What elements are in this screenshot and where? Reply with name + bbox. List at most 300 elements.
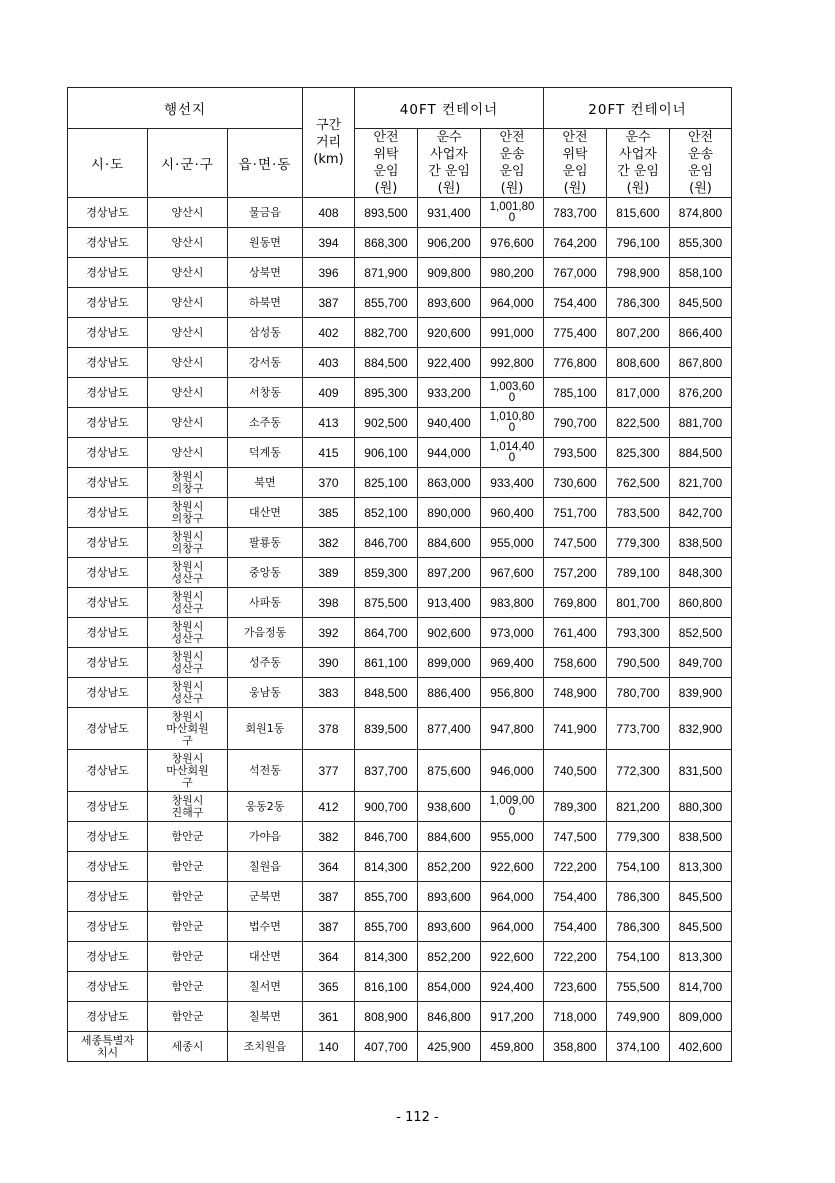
- sigungu-cell: 함안군: [148, 852, 228, 882]
- table-row: [68, 792, 732, 822]
- rate-20ft-safe-entrust-cell: 741,900: [544, 708, 607, 750]
- rate-40ft-between-carrier-cell: 884,600: [418, 528, 481, 558]
- sigungu-cell: 창원시 성산구: [148, 618, 228, 648]
- rate-40ft-between-carrier-cell: 425,900: [418, 1032, 481, 1062]
- sigungu-cell: 창원시 성산구: [148, 648, 228, 678]
- rate-40ft-between-carrier-cell: 897,200: [418, 558, 481, 588]
- rate-40ft-safe-transport-cell: 976,600: [481, 228, 544, 258]
- sigungu-cell: 양산시: [148, 228, 228, 258]
- distance-cell: 364: [303, 942, 355, 972]
- sigungu-cell: 함안군: [148, 942, 228, 972]
- rate-40ft-safe-transport-cell: 1,009,00 0: [481, 792, 544, 822]
- rate-40ft-between-carrier-cell: 893,600: [418, 288, 481, 318]
- sigungu-cell: 함안군: [148, 882, 228, 912]
- distance-cell: 390: [303, 648, 355, 678]
- sido-cell: 경상남도: [68, 678, 148, 708]
- sigungu-cell: 함안군: [148, 972, 228, 1002]
- rate-40ft-between-carrier-cell: 913,400: [418, 588, 481, 618]
- eupmyeondong-cell: 대산면: [228, 498, 303, 528]
- rate-20ft-safe-entrust-cell: 747,500: [544, 822, 607, 852]
- sido-cell: 경상남도: [68, 750, 148, 792]
- rate-40ft-safe-entrust-cell: 825,100: [355, 468, 418, 498]
- rate-20ft-safe-transport-cell: 860,800: [670, 588, 732, 618]
- rate-20ft-safe-transport-cell: 813,300: [670, 942, 732, 972]
- rate-40ft-safe-entrust-cell: 846,700: [355, 528, 418, 558]
- sido-cell: 경상남도: [68, 852, 148, 882]
- table-row: [68, 348, 732, 378]
- rate-20ft-safe-entrust-cell: 769,800: [544, 588, 607, 618]
- sigungu-cell: 양산시: [148, 288, 228, 318]
- rate-40ft-safe-entrust-cell: 837,700: [355, 750, 418, 792]
- rate-40ft-safe-entrust-cell: 407,700: [355, 1032, 418, 1062]
- distance-cell: 392: [303, 618, 355, 648]
- rate-40ft-safe-transport-cell: 973,000: [481, 618, 544, 648]
- sido-cell: 경상남도: [68, 228, 148, 258]
- rate-20ft-safe-transport-cell: 867,800: [670, 348, 732, 378]
- rate-40ft-safe-transport-cell: 946,000: [481, 750, 544, 792]
- table-row: [68, 708, 732, 750]
- rate-40ft-between-carrier-cell: 931,400: [418, 198, 481, 228]
- header-40ft-between-carrier-rate: 운수 사업자 간 운임 (원): [418, 129, 481, 198]
- table-body: [68, 198, 732, 1062]
- rate-20ft-between-carrier-cell: 754,100: [607, 852, 670, 882]
- distance-cell: 412: [303, 792, 355, 822]
- table-row: [68, 942, 732, 972]
- sido-cell: 경상남도: [68, 588, 148, 618]
- rate-40ft-safe-entrust-cell: 852,100: [355, 498, 418, 528]
- table-row: [68, 750, 732, 792]
- distance-cell: 403: [303, 348, 355, 378]
- sido-cell: 경상남도: [68, 378, 148, 408]
- rate-20ft-safe-transport-cell: 845,500: [670, 882, 732, 912]
- table-row: [68, 228, 732, 258]
- rate-40ft-safe-transport-cell: 969,400: [481, 648, 544, 678]
- distance-cell: 382: [303, 822, 355, 852]
- table-row: [68, 378, 732, 408]
- header-destination: 행선지: [68, 88, 303, 129]
- rate-20ft-safe-entrust-cell: 761,400: [544, 618, 607, 648]
- rate-20ft-between-carrier-cell: 821,200: [607, 792, 670, 822]
- rate-20ft-safe-transport-cell: 832,900: [670, 708, 732, 750]
- distance-cell: 385: [303, 498, 355, 528]
- distance-cell: 382: [303, 528, 355, 558]
- rate-20ft-safe-entrust-cell: 775,400: [544, 318, 607, 348]
- rate-40ft-between-carrier-cell: 922,400: [418, 348, 481, 378]
- rate-20ft-between-carrier-cell: 789,100: [607, 558, 670, 588]
- sigungu-cell: 양산시: [148, 318, 228, 348]
- rate-40ft-between-carrier-cell: 854,000: [418, 972, 481, 1002]
- sigungu-cell: 양산시: [148, 348, 228, 378]
- rate-20ft-between-carrier-cell: 786,300: [607, 288, 670, 318]
- rate-40ft-safe-transport-cell: 956,800: [481, 678, 544, 708]
- rate-20ft-safe-entrust-cell: 776,800: [544, 348, 607, 378]
- sigungu-cell: 창원시 성산구: [148, 588, 228, 618]
- table-row: [68, 648, 732, 678]
- rate-40ft-safe-entrust-cell: 814,300: [355, 942, 418, 972]
- rate-40ft-safe-transport-cell: 991,000: [481, 318, 544, 348]
- rate-20ft-between-carrier-cell: 796,100: [607, 228, 670, 258]
- table-row: [68, 882, 732, 912]
- rate-40ft-safe-transport-cell: 922,600: [481, 852, 544, 882]
- rate-20ft-safe-entrust-cell: 783,700: [544, 198, 607, 228]
- table-row: [68, 618, 732, 648]
- rate-20ft-safe-transport-cell: 839,900: [670, 678, 732, 708]
- rate-20ft-safe-entrust-cell: 754,400: [544, 882, 607, 912]
- rate-20ft-safe-transport-cell: 876,200: [670, 378, 732, 408]
- sido-cell: 경상남도: [68, 258, 148, 288]
- distance-cell: 387: [303, 912, 355, 942]
- rate-40ft-between-carrier-cell: 863,000: [418, 468, 481, 498]
- sigungu-cell: 창원시 마산회원 구: [148, 708, 228, 750]
- rate-40ft-safe-entrust-cell: 893,500: [355, 198, 418, 228]
- eupmyeondong-cell: 칠북면: [228, 1002, 303, 1032]
- rate-20ft-safe-transport-cell: 852,500: [670, 618, 732, 648]
- rate-40ft-between-carrier-cell: 944,000: [418, 438, 481, 468]
- sido-cell: 경상남도: [68, 618, 148, 648]
- rate-40ft-safe-transport-cell: 917,200: [481, 1002, 544, 1032]
- rate-20ft-safe-transport-cell: 842,700: [670, 498, 732, 528]
- sigungu-cell: 창원시 의창구: [148, 498, 228, 528]
- header-20ft-safe-transport-rate: 안전 운송 운임 (원): [670, 129, 732, 198]
- rate-20ft-between-carrier-cell: 773,700: [607, 708, 670, 750]
- rate-40ft-safe-entrust-cell: 839,500: [355, 708, 418, 750]
- rate-40ft-safe-entrust-cell: 875,500: [355, 588, 418, 618]
- header-distance: 구간 거리 (km): [303, 88, 355, 198]
- table-row: [68, 468, 732, 498]
- rate-20ft-safe-entrust-cell: 751,700: [544, 498, 607, 528]
- rate-40ft-between-carrier-cell: 852,200: [418, 942, 481, 972]
- sigungu-cell: 함안군: [148, 912, 228, 942]
- sigungu-cell: 함안군: [148, 822, 228, 852]
- eupmyeondong-cell: 소주동: [228, 408, 303, 438]
- page-number: - 112 -: [396, 1110, 439, 1125]
- rate-40ft-between-carrier-cell: 893,600: [418, 912, 481, 942]
- eupmyeondong-cell: 회원1동: [228, 708, 303, 750]
- distance-cell: 387: [303, 882, 355, 912]
- sido-cell: 경상남도: [68, 438, 148, 468]
- distance-cell: 409: [303, 378, 355, 408]
- rate-20ft-safe-transport-cell: 402,600: [670, 1032, 732, 1062]
- rate-20ft-safe-transport-cell: 838,500: [670, 528, 732, 558]
- table-row: [68, 498, 732, 528]
- eupmyeondong-cell: 사파동: [228, 588, 303, 618]
- rate-20ft-between-carrier-cell: 790,500: [607, 648, 670, 678]
- rate-20ft-between-carrier-cell: 780,700: [607, 678, 670, 708]
- header-20ft-between-carrier-rate: 운수 사업자 간 운임 (원): [607, 129, 670, 198]
- rate-40ft-safe-entrust-cell: 864,700: [355, 618, 418, 648]
- rate-40ft-safe-transport-cell: 960,400: [481, 498, 544, 528]
- sigungu-cell: 창원시 성산구: [148, 558, 228, 588]
- eupmyeondong-cell: 북면: [228, 468, 303, 498]
- sido-cell: 경상남도: [68, 408, 148, 438]
- rate-40ft-safe-entrust-cell: 900,700: [355, 792, 418, 822]
- eupmyeondong-cell: 가야읍: [228, 822, 303, 852]
- header-sido: 시·도: [68, 129, 148, 198]
- distance-cell: 415: [303, 438, 355, 468]
- rate-40ft-between-carrier-cell: 877,400: [418, 708, 481, 750]
- eupmyeondong-cell: 조치원읍: [228, 1032, 303, 1062]
- eupmyeondong-cell: 중앙동: [228, 558, 303, 588]
- eupmyeondong-cell: 성주동: [228, 648, 303, 678]
- sigungu-cell: 창원시 의창구: [148, 528, 228, 558]
- rate-40ft-safe-transport-cell: 992,800: [481, 348, 544, 378]
- sigungu-cell: 창원시 진해구: [148, 792, 228, 822]
- sido-cell: 경상남도: [68, 912, 148, 942]
- rate-40ft-safe-transport-cell: 933,400: [481, 468, 544, 498]
- header-40ft-container: 40FT 컨테이너: [355, 88, 544, 129]
- sido-cell: 경상남도: [68, 498, 148, 528]
- rate-40ft-between-carrier-cell: 890,000: [418, 498, 481, 528]
- eupmyeondong-cell: 군북면: [228, 882, 303, 912]
- rate-20ft-safe-transport-cell: 874,800: [670, 198, 732, 228]
- rate-20ft-between-carrier-cell: 749,900: [607, 1002, 670, 1032]
- rate-20ft-safe-transport-cell: 880,300: [670, 792, 732, 822]
- distance-cell: 398: [303, 588, 355, 618]
- rate-40ft-between-carrier-cell: 906,200: [418, 228, 481, 258]
- rate-40ft-between-carrier-cell: 875,600: [418, 750, 481, 792]
- rate-20ft-between-carrier-cell: 817,000: [607, 378, 670, 408]
- table-row: [68, 198, 732, 228]
- rate-20ft-between-carrier-cell: 822,500: [607, 408, 670, 438]
- rate-40ft-safe-transport-cell: 922,600: [481, 942, 544, 972]
- rate-40ft-between-carrier-cell: 846,800: [418, 1002, 481, 1032]
- rate-20ft-between-carrier-cell: 786,300: [607, 912, 670, 942]
- sigungu-cell: 창원시 의창구: [148, 468, 228, 498]
- table-row: [68, 588, 732, 618]
- sigungu-cell: 세종시: [148, 1032, 228, 1062]
- table-row: [68, 912, 732, 942]
- sido-cell: 경상남도: [68, 972, 148, 1002]
- rate-20ft-safe-entrust-cell: 754,400: [544, 912, 607, 942]
- rate-20ft-safe-entrust-cell: 748,900: [544, 678, 607, 708]
- rate-20ft-safe-transport-cell: 831,500: [670, 750, 732, 792]
- rate-20ft-safe-entrust-cell: 754,400: [544, 288, 607, 318]
- rate-40ft-safe-entrust-cell: 808,900: [355, 1002, 418, 1032]
- rate-40ft-safe-transport-cell: 1,001,80 0: [481, 198, 544, 228]
- sigungu-cell: 창원시 마산회원 구: [148, 750, 228, 792]
- table-row: [68, 678, 732, 708]
- rate-20ft-safe-entrust-cell: 718,000: [544, 1002, 607, 1032]
- rate-20ft-safe-transport-cell: 866,400: [670, 318, 732, 348]
- rate-20ft-safe-entrust-cell: 790,700: [544, 408, 607, 438]
- rate-20ft-safe-entrust-cell: 358,800: [544, 1032, 607, 1062]
- rate-40ft-between-carrier-cell: 938,600: [418, 792, 481, 822]
- eupmyeondong-cell: 삼성동: [228, 318, 303, 348]
- header-eupmyeondong: 읍·면·동: [228, 129, 303, 198]
- rate-20ft-between-carrier-cell: 801,700: [607, 588, 670, 618]
- rate-40ft-safe-entrust-cell: 884,500: [355, 348, 418, 378]
- sido-cell: 경상남도: [68, 558, 148, 588]
- rate-20ft-safe-entrust-cell: 789,300: [544, 792, 607, 822]
- distance-cell: 387: [303, 288, 355, 318]
- rate-40ft-between-carrier-cell: 893,600: [418, 882, 481, 912]
- rate-40ft-safe-entrust-cell: 855,700: [355, 882, 418, 912]
- header-20ft-container: 20FT 컨테이너: [544, 88, 732, 129]
- rate-40ft-safe-transport-cell: 459,800: [481, 1032, 544, 1062]
- table-row: [68, 528, 732, 558]
- rate-40ft-safe-entrust-cell: 859,300: [355, 558, 418, 588]
- rate-20ft-between-carrier-cell: 779,300: [607, 528, 670, 558]
- rate-40ft-safe-entrust-cell: 895,300: [355, 378, 418, 408]
- rate-40ft-between-carrier-cell: 920,600: [418, 318, 481, 348]
- rate-40ft-between-carrier-cell: 902,600: [418, 618, 481, 648]
- sido-cell: 세종특별자 치시: [68, 1032, 148, 1062]
- rate-20ft-safe-transport-cell: 849,700: [670, 648, 732, 678]
- rate-20ft-safe-entrust-cell: 793,500: [544, 438, 607, 468]
- rate-40ft-safe-entrust-cell: 848,500: [355, 678, 418, 708]
- sido-cell: 경상남도: [68, 348, 148, 378]
- header-20ft-safe-entrust-rate: 안전 위탁 운임 (원): [544, 129, 607, 198]
- sido-cell: 경상남도: [68, 648, 148, 678]
- distance-cell: 394: [303, 228, 355, 258]
- rate-20ft-safe-entrust-cell: 758,600: [544, 648, 607, 678]
- distance-cell: 389: [303, 558, 355, 588]
- rate-40ft-safe-transport-cell: 980,200: [481, 258, 544, 288]
- rate-40ft-safe-transport-cell: 1,014,40 0: [481, 438, 544, 468]
- rate-40ft-safe-transport-cell: 947,800: [481, 708, 544, 750]
- rate-20ft-safe-transport-cell: 809,000: [670, 1002, 732, 1032]
- rate-20ft-between-carrier-cell: 783,500: [607, 498, 670, 528]
- rate-20ft-between-carrier-cell: 374,100: [607, 1032, 670, 1062]
- table-row: [68, 852, 732, 882]
- distance-cell: 396: [303, 258, 355, 288]
- header-40ft-safe-entrust-rate: 안전 위탁 운임 (원): [355, 129, 418, 198]
- rate-40ft-between-carrier-cell: 884,600: [418, 822, 481, 852]
- rate-20ft-safe-entrust-cell: 757,200: [544, 558, 607, 588]
- rate-40ft-safe-entrust-cell: 855,700: [355, 912, 418, 942]
- table-row: [68, 318, 732, 348]
- rate-20ft-between-carrier-cell: 815,600: [607, 198, 670, 228]
- eupmyeondong-cell: 웅동2동: [228, 792, 303, 822]
- rate-20ft-safe-entrust-cell: 740,500: [544, 750, 607, 792]
- eupmyeondong-cell: 하북면: [228, 288, 303, 318]
- distance-cell: 383: [303, 678, 355, 708]
- rate-40ft-safe-transport-cell: 983,800: [481, 588, 544, 618]
- eupmyeondong-cell: 석전동: [228, 750, 303, 792]
- rate-40ft-safe-entrust-cell: 816,100: [355, 972, 418, 1002]
- rate-40ft-safe-transport-cell: 967,600: [481, 558, 544, 588]
- distance-cell: 364: [303, 852, 355, 882]
- sido-cell: 경상남도: [68, 288, 148, 318]
- eupmyeondong-cell: 법수면: [228, 912, 303, 942]
- rate-40ft-between-carrier-cell: 886,400: [418, 678, 481, 708]
- rate-40ft-safe-entrust-cell: 868,300: [355, 228, 418, 258]
- rate-40ft-safe-transport-cell: 955,000: [481, 822, 544, 852]
- rate-40ft-between-carrier-cell: 909,800: [418, 258, 481, 288]
- table-row: [68, 1032, 732, 1062]
- table-row: [68, 558, 732, 588]
- distance-cell: 413: [303, 408, 355, 438]
- sigungu-cell: 양산시: [148, 198, 228, 228]
- table-row: [68, 822, 732, 852]
- distance-cell: 408: [303, 198, 355, 228]
- table-row: [68, 408, 732, 438]
- rate-20ft-safe-transport-cell: 814,700: [670, 972, 732, 1002]
- table-row: [68, 288, 732, 318]
- rate-40ft-safe-entrust-cell: 846,700: [355, 822, 418, 852]
- rate-40ft-safe-entrust-cell: 902,500: [355, 408, 418, 438]
- eupmyeondong-cell: 팔룡동: [228, 528, 303, 558]
- freight-rate-table: [67, 87, 732, 1062]
- rate-40ft-between-carrier-cell: 852,200: [418, 852, 481, 882]
- rate-20ft-safe-entrust-cell: 722,200: [544, 852, 607, 882]
- eupmyeondong-cell: 서창동: [228, 378, 303, 408]
- rate-40ft-safe-transport-cell: 964,000: [481, 912, 544, 942]
- sido-cell: 경상남도: [68, 708, 148, 750]
- rate-20ft-safe-transport-cell: 813,300: [670, 852, 732, 882]
- sigungu-cell: 함안군: [148, 1002, 228, 1032]
- rate-20ft-between-carrier-cell: 798,900: [607, 258, 670, 288]
- rate-40ft-safe-entrust-cell: 871,900: [355, 258, 418, 288]
- rate-20ft-between-carrier-cell: 755,500: [607, 972, 670, 1002]
- distance-cell: 140: [303, 1032, 355, 1062]
- rate-40ft-between-carrier-cell: 899,000: [418, 648, 481, 678]
- eupmyeondong-cell: 덕계동: [228, 438, 303, 468]
- sigungu-cell: 양산시: [148, 378, 228, 408]
- rate-20ft-safe-entrust-cell: 723,600: [544, 972, 607, 1002]
- distance-cell: 402: [303, 318, 355, 348]
- rate-20ft-between-carrier-cell: 807,200: [607, 318, 670, 348]
- eupmyeondong-cell: 원동면: [228, 228, 303, 258]
- rate-20ft-safe-transport-cell: 821,700: [670, 468, 732, 498]
- rate-20ft-safe-entrust-cell: 785,100: [544, 378, 607, 408]
- sido-cell: 경상남도: [68, 528, 148, 558]
- rate-40ft-safe-transport-cell: 1,003,60 0: [481, 378, 544, 408]
- header-sigungu: 시·군·구: [148, 129, 228, 198]
- table-row: [68, 972, 732, 1002]
- eupmyeondong-cell: 웅남동: [228, 678, 303, 708]
- rate-20ft-between-carrier-cell: 762,500: [607, 468, 670, 498]
- rate-40ft-safe-entrust-cell: 855,700: [355, 288, 418, 318]
- distance-cell: 361: [303, 1002, 355, 1032]
- rate-20ft-between-carrier-cell: 772,300: [607, 750, 670, 792]
- rate-40ft-safe-transport-cell: 964,000: [481, 882, 544, 912]
- table-row: [68, 438, 732, 468]
- eupmyeondong-cell: 물금읍: [228, 198, 303, 228]
- rate-20ft-safe-transport-cell: 855,300: [670, 228, 732, 258]
- eupmyeondong-cell: 상북면: [228, 258, 303, 288]
- distance-cell: 365: [303, 972, 355, 1002]
- rate-40ft-between-carrier-cell: 940,400: [418, 408, 481, 438]
- sigungu-cell: 양산시: [148, 258, 228, 288]
- rate-40ft-safe-entrust-cell: 882,700: [355, 318, 418, 348]
- rate-20ft-safe-entrust-cell: 747,500: [544, 528, 607, 558]
- rate-20ft-safe-transport-cell: 845,500: [670, 288, 732, 318]
- header-40ft-safe-transport-rate: 안전 운송 운임 (원): [481, 129, 544, 198]
- rate-20ft-safe-transport-cell: 845,500: [670, 912, 732, 942]
- distance-cell: 378: [303, 708, 355, 750]
- sido-cell: 경상남도: [68, 198, 148, 228]
- rate-20ft-between-carrier-cell: 808,600: [607, 348, 670, 378]
- rate-40ft-safe-transport-cell: 955,000: [481, 528, 544, 558]
- rate-20ft-safe-transport-cell: 838,500: [670, 822, 732, 852]
- rate-40ft-safe-transport-cell: 924,400: [481, 972, 544, 1002]
- sigungu-cell: 양산시: [148, 408, 228, 438]
- eupmyeondong-cell: 칠서면: [228, 972, 303, 1002]
- distance-cell: 377: [303, 750, 355, 792]
- rate-40ft-safe-transport-cell: 964,000: [481, 288, 544, 318]
- table-row: [68, 258, 732, 288]
- sido-cell: 경상남도: [68, 468, 148, 498]
- sigungu-cell: 양산시: [148, 438, 228, 468]
- eupmyeondong-cell: 가음정동: [228, 618, 303, 648]
- eupmyeondong-cell: 칠원읍: [228, 852, 303, 882]
- rate-20ft-safe-entrust-cell: 722,200: [544, 942, 607, 972]
- rate-20ft-between-carrier-cell: 825,300: [607, 438, 670, 468]
- rate-40ft-safe-entrust-cell: 861,100: [355, 648, 418, 678]
- rate-40ft-safe-transport-cell: 1,010,80 0: [481, 408, 544, 438]
- table-row: [68, 1002, 732, 1032]
